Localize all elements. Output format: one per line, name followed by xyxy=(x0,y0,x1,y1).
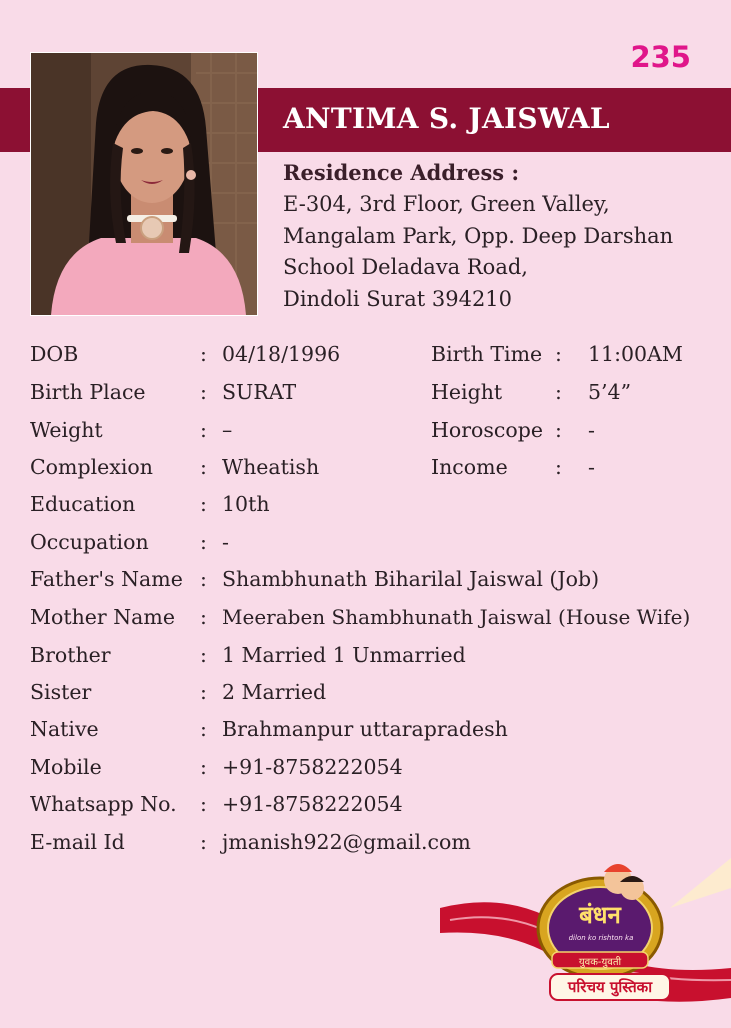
horoscope-label: Horoscope xyxy=(431,418,543,442)
address-line: E-304, 3rd Floor, Green Valley, xyxy=(283,192,610,216)
separator: : xyxy=(200,605,207,629)
residence-address xyxy=(283,160,673,315)
sister-label: Sister xyxy=(30,680,92,704)
separator: : xyxy=(555,380,562,404)
whatsapp-value: +91-8758222054 xyxy=(222,792,403,816)
address-line: School Deladava Road, xyxy=(283,255,528,279)
profile-photo xyxy=(30,52,258,316)
income-label: Income xyxy=(431,455,508,479)
separator: : xyxy=(200,455,207,479)
native-label: Native xyxy=(30,717,99,741)
separator: : xyxy=(200,567,207,591)
occupation-label: Occupation xyxy=(30,530,149,554)
horoscope-value: - xyxy=(588,418,595,442)
height-label: Height xyxy=(431,380,503,404)
sister-value: 2 Married xyxy=(222,680,327,704)
occupation-value: - xyxy=(222,530,229,554)
separator: : xyxy=(200,755,207,779)
mobile-value: +91-8758222054 xyxy=(222,755,403,779)
bandhan-logo xyxy=(440,848,731,1024)
address-line: Dindoli Surat 394210 xyxy=(283,286,513,311)
birth-time-value: 11:00AM xyxy=(588,342,683,366)
separator: : xyxy=(200,643,207,667)
mobile-label: Mobile xyxy=(30,755,102,779)
height-value: 5’4” xyxy=(588,380,632,404)
logo-sub-text: युवक-युवती xyxy=(578,957,622,968)
logo-bottom-text: परिचय पुस्तिका xyxy=(567,978,653,996)
complexion-label: Complexion xyxy=(30,455,153,479)
separator: : xyxy=(555,342,562,366)
address-title: Residence Address : xyxy=(283,160,520,185)
separator: : xyxy=(200,792,207,816)
dob-label: DOB xyxy=(30,342,79,366)
logo-tagline: dilon ko rishton ka xyxy=(568,934,634,942)
logo-main-text: बंधन xyxy=(579,901,621,929)
fathers-name-value: Shambhunath Biharilal Jaiswal (Job) xyxy=(222,567,600,591)
education-value: 10th xyxy=(222,492,270,516)
native-value: Brahmanpur uttarapradesh xyxy=(222,717,508,741)
person-name: ANTIMA S. JAISWAL xyxy=(283,102,610,135)
email-value: jmanish922@gmail.com xyxy=(222,830,471,854)
email-label: E-mail Id xyxy=(30,830,125,854)
separator: : xyxy=(200,830,207,854)
separator: : xyxy=(200,418,207,442)
birth-place-label: Birth Place xyxy=(30,380,146,404)
mother-name-value: Meeraben Shambhunath Jaiswal (House Wife) xyxy=(222,605,691,629)
separator: : xyxy=(200,680,207,704)
brother-value: 1 Married 1 Unmarried xyxy=(222,643,466,667)
birth-place-value: SURAT xyxy=(222,380,297,404)
separator: : xyxy=(200,380,207,404)
separator: : xyxy=(200,492,207,516)
fathers-name-label: Father's Name xyxy=(30,567,183,591)
address-line: Mangalam Park, Opp. Deep Darshan xyxy=(283,223,674,248)
separator: : xyxy=(555,418,562,442)
income-value: - xyxy=(588,455,595,479)
education-label: Education xyxy=(30,492,136,516)
page-number: 235 xyxy=(630,40,691,74)
weight-value: – xyxy=(222,418,233,442)
separator: : xyxy=(200,717,207,741)
whatsapp-label: Whatsapp No. xyxy=(30,792,177,816)
weight-label: Weight xyxy=(30,418,103,442)
brother-label: Brother xyxy=(30,643,111,667)
separator: : xyxy=(200,530,207,554)
separator: : xyxy=(555,455,562,479)
separator: : xyxy=(200,342,207,366)
dob-value: 04/18/1996 xyxy=(222,342,341,366)
complexion-value: Wheatish xyxy=(222,455,320,479)
birth-time-label: Birth Time xyxy=(431,342,543,366)
mother-name-label: Mother Name xyxy=(30,605,175,629)
